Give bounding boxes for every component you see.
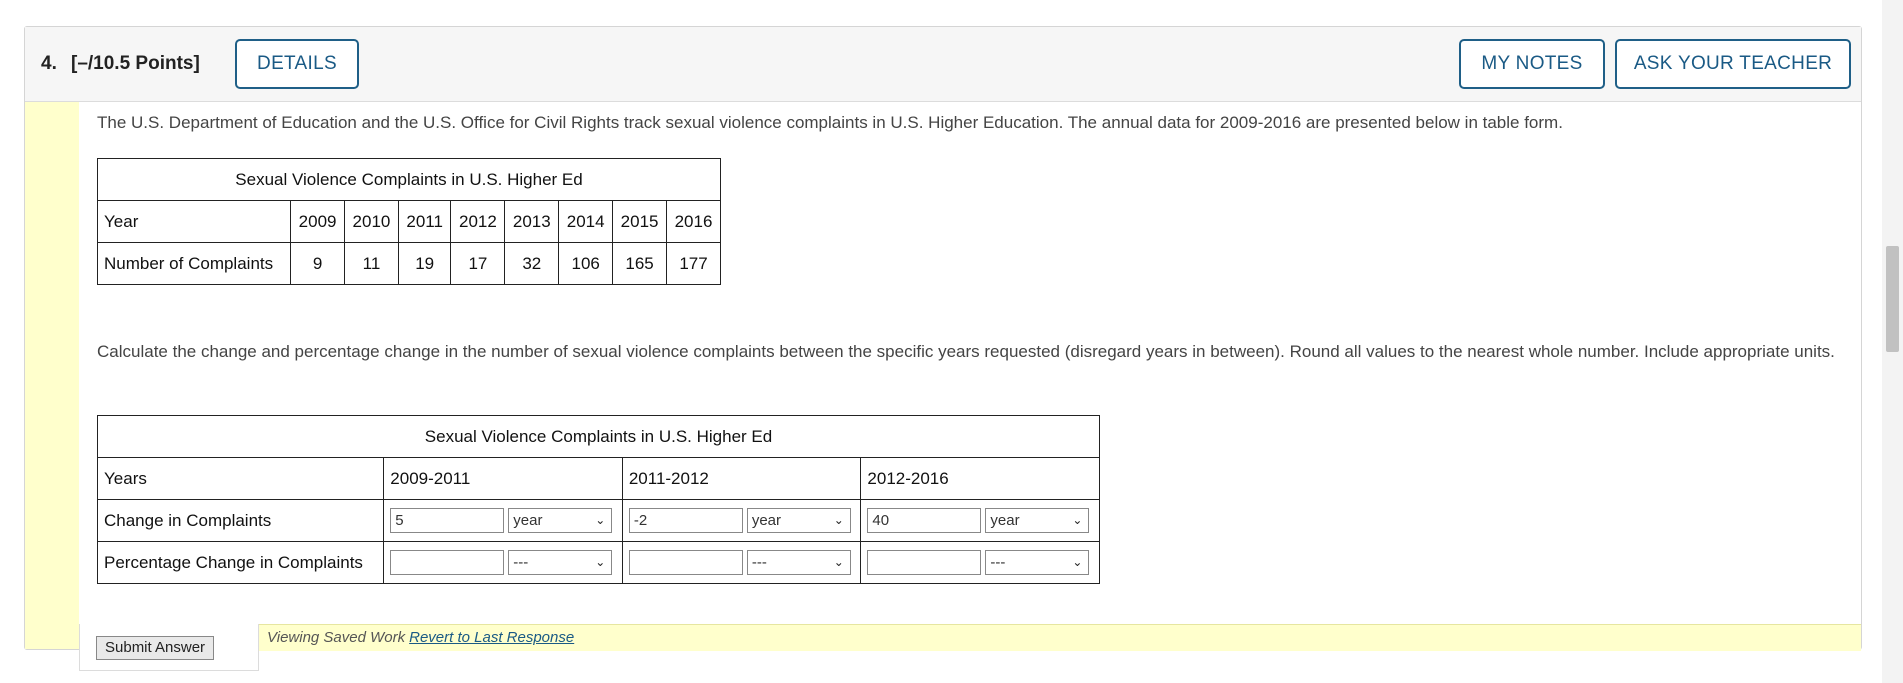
table-row — [98, 201, 721, 243]
unit-value: --- — [513, 554, 529, 571]
complaint-cell: 106 — [559, 243, 613, 285]
row-label-year: Year — [98, 201, 291, 243]
question-card — [24, 26, 1862, 656]
year-cell: 2012 — [451, 201, 505, 243]
ask-teacher-button[interactable]: ASK YOUR TEACHER — [1615, 39, 1851, 89]
pct-label: Percentage Change in Complaints — [98, 542, 384, 584]
col-header-2012-2016: 2012-2016 — [861, 458, 1100, 500]
change-unit-select-2011-2012[interactable] — [747, 508, 851, 533]
saved-work-text — [267, 629, 574, 646]
unit-value: year — [751, 512, 782, 529]
unit-value: --- — [751, 554, 767, 571]
change-input-2012-2016[interactable] — [867, 508, 981, 533]
answer-table — [97, 415, 1100, 584]
points-label: [–/10.5 Points] — [71, 53, 200, 74]
my-notes-button[interactable]: MY NOTES — [1459, 39, 1605, 89]
table2-title: Sexual Violence Complaints in U.S. Higher Ed — [98, 416, 1100, 458]
pct-input-2009-2011[interactable] — [390, 550, 504, 575]
change-input-2011-2012[interactable] — [629, 508, 743, 533]
pct-input-2012-2016[interactable] — [867, 550, 981, 575]
question-header — [25, 27, 1861, 102]
submit-answer-button[interactable]: Submit Answer — [96, 636, 214, 660]
table1-title: Sexual Violence Complaints in U.S. Higher Ed — [98, 159, 721, 201]
table-row — [98, 243, 721, 285]
year-cell: 2009 — [291, 201, 345, 243]
pct-cell-2011-2012 — [622, 542, 861, 584]
col-header-2009-2011: 2009-2011 — [384, 458, 623, 500]
instructions-text: Calculate the change and percentage change in the number of sexual violence complaints between the specific years requested (disregard years in between). Round all values to the nearest whole number. Include appropriate units. — [97, 342, 1835, 361]
complaint-cell: 177 — [667, 243, 721, 285]
col-header-2011-2012: 2011-2012 — [622, 458, 861, 500]
unit-value: year — [513, 512, 543, 529]
pct-input-2011-2012[interactable] — [629, 550, 743, 575]
revert-link[interactable]: Revert to Last Response — [409, 629, 575, 646]
year-cell: 2015 — [613, 201, 667, 243]
saved-work-bar — [259, 624, 1861, 651]
complaints-data-table — [97, 158, 721, 285]
pct-unit-select-2009-2011[interactable] — [508, 550, 612, 575]
change-cell-2009-2011 — [384, 500, 623, 542]
unit-value: year — [990, 512, 1020, 529]
chevron-down-icon: ⌄ — [595, 513, 606, 527]
complaint-cell: 11 — [345, 243, 399, 285]
chevron-down-icon: ⌄ — [595, 555, 606, 569]
intro-text: The U.S. Department of Education and the U.S. Office for Civil Rights track sexual violence complaints in U.S. Higher Education. The annual data for 2009-2016 are presented below in table form. — [97, 113, 1563, 132]
pct-cell-2009-2011 — [384, 542, 623, 584]
change-unit-select-2009-2011[interactable] — [508, 508, 612, 533]
years-label: Years — [98, 458, 384, 500]
table-row — [98, 500, 1100, 542]
year-cell: 2014 — [559, 201, 613, 243]
pct-unit-select-2011-2012[interactable] — [747, 550, 851, 575]
year-cell: 2010 — [345, 201, 399, 243]
complaint-cell: 165 — [613, 243, 667, 285]
chevron-down-icon: ⌄ — [833, 555, 844, 569]
unit-value: --- — [990, 554, 1006, 571]
change-input-2009-2011[interactable] — [390, 508, 504, 533]
table-row — [98, 458, 1100, 500]
change-unit-select-2012-2016[interactable] — [985, 508, 1089, 533]
pct-cell-2012-2016 — [861, 542, 1100, 584]
complaint-cell: 9 — [291, 243, 345, 285]
change-cell-2012-2016 — [861, 500, 1100, 542]
row-label-complaints: Number of Complaints — [98, 243, 291, 285]
change-label: Change in Complaints — [98, 500, 384, 542]
details-button[interactable]: DETAILS — [235, 39, 359, 89]
chevron-down-icon: ⌄ — [1072, 513, 1083, 527]
question-number: 4. — [41, 53, 57, 74]
saved-work-label: Viewing Saved Work — [267, 629, 406, 646]
year-cell: 2011 — [398, 201, 451, 243]
year-cell: 2013 — [505, 201, 559, 243]
change-cell-2011-2012 — [622, 500, 861, 542]
scrollbar-thumb[interactable] — [1886, 246, 1899, 352]
complaint-cell: 17 — [451, 243, 505, 285]
page-scrollbar[interactable] — [1882, 0, 1903, 683]
pct-unit-select-2012-2016[interactable] — [985, 550, 1089, 575]
complaint-cell: 19 — [398, 243, 451, 285]
complaint-cell: 32 — [505, 243, 559, 285]
table-row — [98, 542, 1100, 584]
left-stripe — [25, 102, 79, 649]
chevron-down-icon: ⌄ — [1072, 555, 1083, 569]
submit-area — [79, 624, 259, 671]
chevron-down-icon: ⌄ — [833, 513, 844, 527]
year-cell: 2016 — [667, 201, 721, 243]
